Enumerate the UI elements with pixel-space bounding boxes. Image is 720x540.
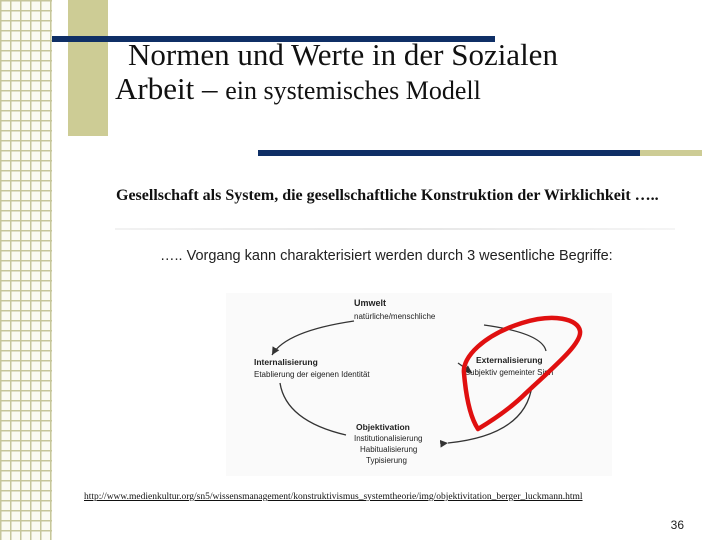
- objektivation-label: Objektivation: [356, 422, 410, 432]
- umwelt-detail: natürliche/menschliche: [354, 312, 436, 321]
- checker-pattern: [0, 0, 52, 540]
- objektivation-detail-2: Habitualisierung: [360, 445, 418, 454]
- source-link[interactable]: http://www.medienkultur.org/sn5/wissensmanagement/konstruktivismus_systemtheorie/img/objektivitation_berger_luckmann.html: [84, 492, 583, 502]
- subtitle-rule-accent: [640, 150, 702, 156]
- cycle-diagram-svg: [226, 293, 612, 476]
- page-number: 36: [670, 518, 684, 532]
- objektivation-detail-1: Institutionalisierung: [354, 434, 423, 443]
- title-accent-block: [68, 0, 108, 136]
- subtitle-rule: [258, 150, 640, 156]
- internalisierung-detail: Etablierung der eigenen Identität: [254, 370, 370, 379]
- slide-title: [115, 38, 705, 106]
- title-line-2-sub: ein systemisches Modell: [225, 76, 481, 106]
- title-line-2: [115, 72, 705, 106]
- internalisierung-label: Internalisierung: [254, 357, 318, 367]
- externalisierung-label: Externalisierung: [476, 355, 543, 365]
- intro-text: ….. Vorgang kann charakterisiert werden durch 3 wesentliche Begriffe:: [160, 248, 613, 264]
- objektivation-detail-3: Typisierung: [366, 456, 407, 465]
- slide-subtitle: Gesellschaft als System, die gesellschaftliche Konstruktion der Wirklichkeit …..: [116, 187, 659, 204]
- title-line-2-main: Arbeit –: [115, 71, 226, 107]
- cycle-diagram: [226, 293, 612, 476]
- externalisierung-detail: subjektiv gemeinter Sinn: [466, 368, 554, 377]
- umwelt-label: Umwelt: [354, 298, 387, 308]
- title-line-1: Normen und Werte in der Sozialen: [128, 37, 558, 72]
- scan-edge: [115, 228, 675, 230]
